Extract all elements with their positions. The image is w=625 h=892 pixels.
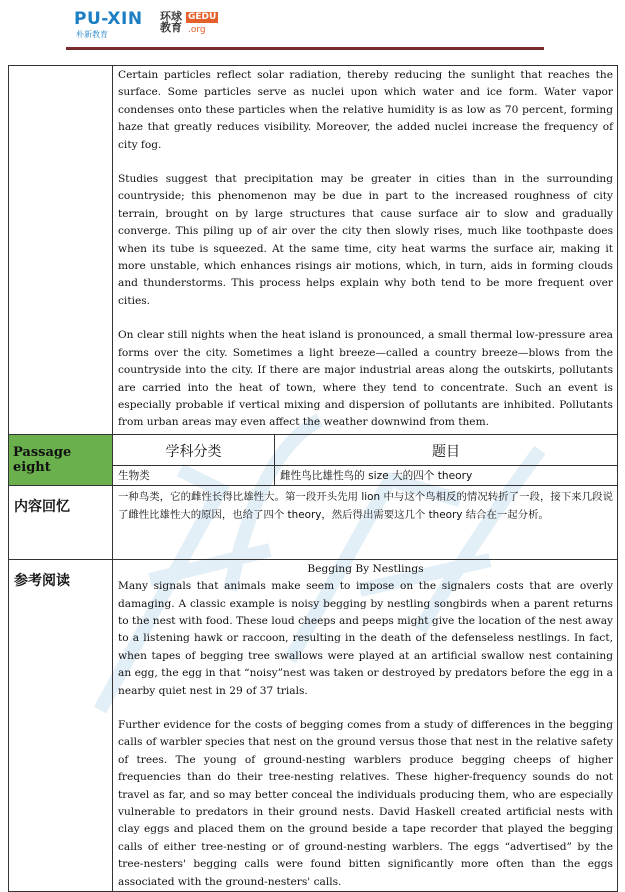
reference-row bbox=[9, 559, 618, 891]
paragraph: Studies suggest that precipitation may be greater in cities than in the surrounding countryside; this phenomenon may be due in part to the increased roughness of city terrain, brought on by large structures that cause surface air to slow and gradually converge. This piling up of air over the city then slowly rises, much like toothpaste does when its tube is squeezed. At the same time, city heat warms the surface air, making it more unstable, which enhances risings air motions, which, in turn, aids in forming clouds and thunderstorms. This process helps explain why both tend to be more frequent over cities. bbox=[118, 173, 613, 307]
recall-text: 一种鸟类，它的雌性长得比雄性大。第一段开头先用 lion 中与这个鸟相反的情况转折了一段，接下来几段说了雌性比雄性大的原因，也给了四个 theory，然后得出需要这几个 theory 结合在一起分析。 bbox=[113, 485, 618, 559]
partner-org: .org bbox=[188, 25, 206, 35]
passage-eight-header-row bbox=[9, 434, 618, 465]
reference-label: 参考阅读 bbox=[9, 559, 113, 891]
reference-text bbox=[113, 559, 618, 891]
brand-wordmark: PU-XIN bbox=[74, 9, 143, 29]
recall-label: 内容回忆 bbox=[9, 485, 113, 559]
top-passage-label-cell bbox=[9, 66, 113, 435]
paragraph: Many signals that animals make seem to impose on the signalers costs that are overly damaging. A classic example is noisy begging by nestling songbirds when a parent returns to the nest with food. These loud cheeps and peeps might give the location of the nest away to a listening hawk or raccoon, resulting in the death of the defenseless nestlings. In fact, when tapes of begging tree swallows were played at an artificial swallow nest containing an egg, the egg in that “noisy”nest was taken or destroyed by predators before the egg in a nearby quiet nest in 29 of 37 trials. bbox=[118, 580, 613, 697]
recall-row bbox=[9, 485, 618, 559]
topic-value: 雌性鸟比雄性鸟的 size 大的四个 theory bbox=[275, 465, 618, 485]
subject-value: 生物类 bbox=[113, 465, 275, 485]
brand-subtitle: 朴新教育 bbox=[76, 30, 108, 39]
passage-eight-label: Passage eight bbox=[9, 434, 113, 485]
paragraph: Further evidence for the costs of begging comes from a study of differences in the begging calls of warbler species that nest on the ground versus those that nest in the relative safety of trees. The young of ground-nesting warblers produce begging cheeps of higher frequencies than do their tree-nesting relatives. These higher-frequency sounds do not travel as far, and so may better conceal the individuals producing them, who are especially vulnerable to predators in their ground nests. David Haskell created artificial nests with clay eggs and placed them on the ground beside a tape recorder that played the begging calls of either tree-nesting or of ground-nesting warblers. The eggs “advertised” by the tree-nesters' begging calls were found bitten significantly more often than the eggs associated with the ground-nesters' calls. bbox=[118, 718, 613, 888]
subject-header: 学科分类 bbox=[113, 434, 275, 465]
paragraph: Certain particles reflect solar radiation, thereby reducing the sunlight that reaches the surface. Some particles serve as nuclei upon which water and ice form. Water vapor condenses onto these particles when the relative humidity is as low as 70 percent, forming haze that greatly reduces visibility. Moreover, the added nuclei increase the frequency of city fog. bbox=[118, 69, 613, 151]
partner-name: 环球教育 bbox=[160, 10, 182, 34]
header-logo bbox=[74, 9, 224, 39]
top-passage-row bbox=[9, 66, 618, 435]
top-passage-text bbox=[113, 66, 618, 435]
header-rule bbox=[66, 47, 544, 50]
paragraph: On clear still nights when the heat island is pronounced, a small thermal low-pressure area forms over the city. Sometimes a light breeze—called a country breeze—blows from the countryside into the city. If there are major industrial areas along the outskirts, pollutants are carried into the heat of town, where they tend to concentrate. Such an event is especially probable if vertical mixing and dispersion of pollutants are inhibited. Pollutants from urban areas may even affect the weather downwind from them. bbox=[118, 329, 613, 429]
content-table bbox=[8, 65, 618, 892]
partner-gedu-badge: GEDU bbox=[188, 12, 217, 22]
topic-header: 题目 bbox=[275, 434, 618, 465]
reference-title: Begging By Nestlings bbox=[307, 562, 424, 575]
